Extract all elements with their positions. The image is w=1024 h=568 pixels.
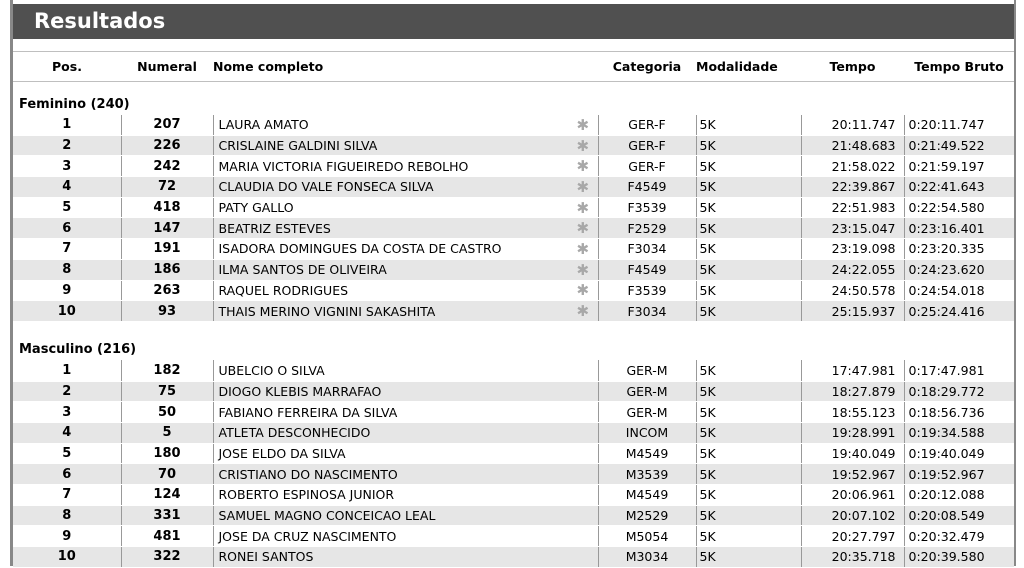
asterisk-icon: [568, 360, 598, 381]
cell-position: 2: [13, 381, 121, 402]
column-header-numeral[interactable]: Numeral: [121, 52, 213, 82]
cell-position: 5: [13, 443, 121, 464]
cell-time: 23:15.047: [801, 218, 904, 239]
cell-modality: 5K: [696, 197, 801, 218]
table-row[interactable]: [13, 526, 1014, 547]
cell-time: 21:48.683: [801, 135, 904, 156]
table-row[interactable]: [13, 197, 1014, 218]
asterisk-icon: [568, 381, 598, 402]
cell-athlete-name[interactable]: ATLETA DESCONHECIDO: [213, 422, 568, 443]
cell-category: F3034: [598, 239, 696, 260]
group-title: Masculino (216): [19, 342, 137, 358]
cell-gross-time: 0:25:24.416: [904, 301, 1014, 322]
column-header-pos[interactable]: Pos.: [13, 52, 121, 82]
cell-time: 20:27.797: [801, 526, 904, 547]
cell-gross-time: 0:24:54.018: [904, 280, 1014, 301]
cell-position: 3: [13, 402, 121, 423]
table-row[interactable]: [13, 422, 1014, 443]
cell-modality: 5K: [696, 301, 801, 322]
cell-numeral: 191: [121, 239, 213, 260]
cell-time: 24:22.055: [801, 259, 904, 280]
cell-gross-time: 0:20:32.479: [904, 526, 1014, 547]
cell-modality: 5K: [696, 485, 801, 506]
cell-athlete-name[interactable]: RONEI SANTOS: [213, 547, 568, 568]
cell-athlete-name[interactable]: CLAUDIA DO VALE FONSECA SILVA: [213, 177, 568, 198]
table-row[interactable]: [13, 547, 1014, 568]
cell-gross-time: 0:20:39.580: [904, 547, 1014, 568]
cell-numeral: 5: [121, 422, 213, 443]
cell-time: 20:35.718: [801, 547, 904, 568]
cell-gross-time: 0:21:59.197: [904, 156, 1014, 177]
column-header-time[interactable]: Tempo: [801, 52, 904, 82]
cell-athlete-name[interactable]: CRISTIANO DO NASCIMENTO: [213, 464, 568, 485]
table-row[interactable]: [13, 485, 1014, 506]
asterisk-icon: ✱: [568, 259, 598, 280]
cell-time: 19:28.991: [801, 422, 904, 443]
cell-athlete-name[interactable]: JOSE DA CRUZ NASCIMENTO: [213, 526, 568, 547]
cell-athlete-name[interactable]: JOSE ELDO DA SILVA: [213, 443, 568, 464]
cell-category: F4549: [598, 177, 696, 198]
asterisk-icon: [568, 526, 598, 547]
cell-athlete-name[interactable]: DIOGO KLEBIS MARRAFAO: [213, 381, 568, 402]
asterisk-icon: ✱: [568, 239, 598, 260]
cell-numeral: 147: [121, 218, 213, 239]
cell-athlete-name[interactable]: RAQUEL RODRIGUES: [213, 280, 568, 301]
cell-numeral: 50: [121, 402, 213, 423]
cell-time: 19:40.049: [801, 443, 904, 464]
cell-category: M2529: [598, 505, 696, 526]
asterisk-icon: ✱: [568, 177, 598, 198]
cell-position: 10: [13, 301, 121, 322]
column-header-category[interactable]: Categoria: [598, 52, 696, 82]
cell-modality: 5K: [696, 443, 801, 464]
cell-numeral: 70: [121, 464, 213, 485]
cell-position: 9: [13, 526, 121, 547]
cell-time: 20:07.102: [801, 505, 904, 526]
cell-position: 7: [13, 239, 121, 260]
cell-athlete-name[interactable]: THAIS MERINO VIGNINI SAKASHITA: [213, 301, 568, 322]
cell-modality: 5K: [696, 381, 801, 402]
table-row[interactable]: [13, 218, 1014, 239]
cell-gross-time: 0:19:52.967: [904, 464, 1014, 485]
cell-athlete-name[interactable]: BEATRIZ ESTEVES: [213, 218, 568, 239]
group-header-row: [13, 82, 1014, 115]
cell-athlete-name[interactable]: LAURA AMATO: [213, 115, 568, 136]
cell-time: 25:15.937: [801, 301, 904, 322]
cell-category: M4549: [598, 485, 696, 506]
cell-athlete-name[interactable]: UBELCIO O SILVA: [213, 360, 568, 381]
group-header-row: [13, 327, 1014, 360]
cell-numeral: 124: [121, 485, 213, 506]
cell-time: 23:19.098: [801, 239, 904, 260]
cell-athlete-name[interactable]: SAMUEL MAGNO CONCEICAO LEAL: [213, 505, 568, 526]
cell-category: F3539: [598, 280, 696, 301]
cell-athlete-name[interactable]: MARIA VICTORIA FIGUEIREDO REBOLHO: [213, 156, 568, 177]
asterisk-icon: [568, 485, 598, 506]
cell-time: 20:06.961: [801, 485, 904, 506]
cell-numeral: 72: [121, 177, 213, 198]
cell-numeral: 322: [121, 547, 213, 568]
cell-position: 6: [13, 464, 121, 485]
asterisk-icon: ✱: [568, 135, 598, 156]
results-body: [13, 82, 1014, 568]
cell-gross-time: 0:18:56.736: [904, 402, 1014, 423]
cell-athlete-name[interactable]: CRISLAINE GALDINI SILVA: [213, 135, 568, 156]
cell-numeral: 75: [121, 381, 213, 402]
cell-modality: 5K: [696, 280, 801, 301]
cell-position: 10: [13, 547, 121, 568]
cell-category: M3034: [598, 547, 696, 568]
table-row[interactable]: [13, 239, 1014, 260]
cell-modality: 5K: [696, 115, 801, 136]
cell-position: 1: [13, 360, 121, 381]
cell-category: M5054: [598, 526, 696, 547]
cell-modality: 5K: [696, 526, 801, 547]
cell-position: 8: [13, 259, 121, 280]
column-header-spacer: [568, 52, 598, 82]
table-row[interactable]: [13, 259, 1014, 280]
cell-time: 19:52.967: [801, 464, 904, 485]
cell-gross-time: 0:20:12.088: [904, 485, 1014, 506]
cell-gross-time: 0:23:16.401: [904, 218, 1014, 239]
asterisk-icon: [568, 547, 598, 568]
table-row[interactable]: [13, 443, 1014, 464]
cell-position: 4: [13, 422, 121, 443]
table-row[interactable]: [13, 280, 1014, 301]
table-row[interactable]: [13, 301, 1014, 322]
asterisk-icon: [568, 464, 598, 485]
cell-athlete-name[interactable]: ILMA SANTOS DE OLIVEIRA: [213, 259, 568, 280]
table-row[interactable]: [13, 360, 1014, 381]
cell-time: 20:11.747: [801, 115, 904, 136]
asterisk-icon: ✱: [568, 218, 598, 239]
cell-athlete-name[interactable]: PATY GALLO: [213, 197, 568, 218]
cell-modality: 5K: [696, 239, 801, 260]
table-row[interactable]: [13, 381, 1014, 402]
asterisk-icon: [568, 443, 598, 464]
cell-numeral: 207: [121, 115, 213, 136]
cell-modality: 5K: [696, 422, 801, 443]
cell-gross-time: 0:22:54.580: [904, 197, 1014, 218]
cell-category: GER-F: [598, 115, 696, 136]
cell-position: 4: [13, 177, 121, 198]
cell-modality: 5K: [696, 135, 801, 156]
cell-numeral: 331: [121, 505, 213, 526]
cell-numeral: 182: [121, 360, 213, 381]
table-row[interactable]: [13, 115, 1014, 136]
cell-category: GER-M: [598, 402, 696, 423]
table-row[interactable]: [13, 156, 1014, 177]
asterisk-icon: ✱: [568, 156, 598, 177]
cell-gross-time: 0:19:40.049: [904, 443, 1014, 464]
cell-category: F3539: [598, 197, 696, 218]
cell-modality: 5K: [696, 156, 801, 177]
cell-category: M4549: [598, 443, 696, 464]
cell-modality: 5K: [696, 402, 801, 423]
results-table: [13, 51, 1014, 568]
column-header-name[interactable]: Nome completo: [213, 52, 568, 82]
cell-numeral: 263: [121, 280, 213, 301]
cell-numeral: 242: [121, 156, 213, 177]
cell-gross-time: 0:23:20.335: [904, 239, 1014, 260]
column-header-row: [13, 52, 1014, 82]
cell-gross-time: 0:21:49.522: [904, 135, 1014, 156]
cell-numeral: 418: [121, 197, 213, 218]
cell-position: 1: [13, 115, 121, 136]
cell-position: 5: [13, 197, 121, 218]
cell-time: 24:50.578: [801, 280, 904, 301]
cell-time: 18:27.879: [801, 381, 904, 402]
cell-category: F4549: [598, 259, 696, 280]
cell-modality: 5K: [696, 218, 801, 239]
cell-position: 8: [13, 505, 121, 526]
cell-numeral: 481: [121, 526, 213, 547]
cell-category: GER-M: [598, 360, 696, 381]
cell-modality: 5K: [696, 259, 801, 280]
cell-modality: 5K: [696, 177, 801, 198]
table-row[interactable]: [13, 402, 1014, 423]
cell-category: INCOM: [598, 422, 696, 443]
cell-time: 22:51.983: [801, 197, 904, 218]
cell-gross-time: 0:18:29.772: [904, 381, 1014, 402]
cell-athlete-name[interactable]: ISADORA DOMINGUES DA COSTA DE CASTRO: [213, 239, 568, 260]
cell-category: M3539: [598, 464, 696, 485]
cell-category: F2529: [598, 218, 696, 239]
cell-numeral: 93: [121, 301, 213, 322]
cell-time: 21:58.022: [801, 156, 904, 177]
cell-time: 17:47.981: [801, 360, 904, 381]
column-header-gross-time[interactable]: Tempo Bruto: [904, 52, 1014, 82]
page-title: Resultados: [34, 9, 166, 33]
cell-category: GER-F: [598, 135, 696, 156]
cell-modality: 5K: [696, 360, 801, 381]
table-row[interactable]: [13, 177, 1014, 198]
cell-gross-time: 0:17:47.981: [904, 360, 1014, 381]
cell-gross-time: 0:22:41.643: [904, 177, 1014, 198]
cell-position: 9: [13, 280, 121, 301]
asterisk-icon: [568, 402, 598, 423]
asterisk-icon: ✱: [568, 115, 598, 136]
cell-category: GER-M: [598, 381, 696, 402]
cell-athlete-name[interactable]: FABIANO FERREIRA DA SILVA: [213, 402, 568, 423]
cell-gross-time: 0:24:23.620: [904, 259, 1014, 280]
asterisk-icon: [568, 422, 598, 443]
cell-gross-time: 0:20:08.549: [904, 505, 1014, 526]
table-row[interactable]: [13, 135, 1014, 156]
cell-modality: 5K: [696, 547, 801, 568]
cell-position: 3: [13, 156, 121, 177]
table-row[interactable]: [13, 505, 1014, 526]
cell-modality: 5K: [696, 464, 801, 485]
asterisk-icon: [568, 505, 598, 526]
cell-athlete-name[interactable]: ROBERTO ESPINOSA JUNIOR: [213, 485, 568, 506]
column-header-modality[interactable]: Modalidade: [696, 52, 801, 82]
cell-position: 6: [13, 218, 121, 239]
asterisk-icon: ✱: [568, 197, 598, 218]
cell-category: GER-F: [598, 156, 696, 177]
cell-time: 18:55.123: [801, 402, 904, 423]
cell-numeral: 186: [121, 259, 213, 280]
cell-position: 2: [13, 135, 121, 156]
group-title: Feminino (240): [19, 96, 130, 112]
cell-category: F3034: [598, 301, 696, 322]
asterisk-icon: ✱: [568, 280, 598, 301]
cell-modality: 5K: [696, 505, 801, 526]
cell-numeral: 226: [121, 135, 213, 156]
table-row[interactable]: [13, 464, 1014, 485]
cell-gross-time: 0:20:11.747: [904, 115, 1014, 136]
results-header-bar: [13, 4, 1014, 39]
cell-gross-time: 0:19:34.588: [904, 422, 1014, 443]
asterisk-icon: ✱: [568, 301, 598, 322]
cell-position: 7: [13, 485, 121, 506]
cell-time: 22:39.867: [801, 177, 904, 198]
page-border-right: [1014, 0, 1016, 566]
cell-numeral: 180: [121, 443, 213, 464]
